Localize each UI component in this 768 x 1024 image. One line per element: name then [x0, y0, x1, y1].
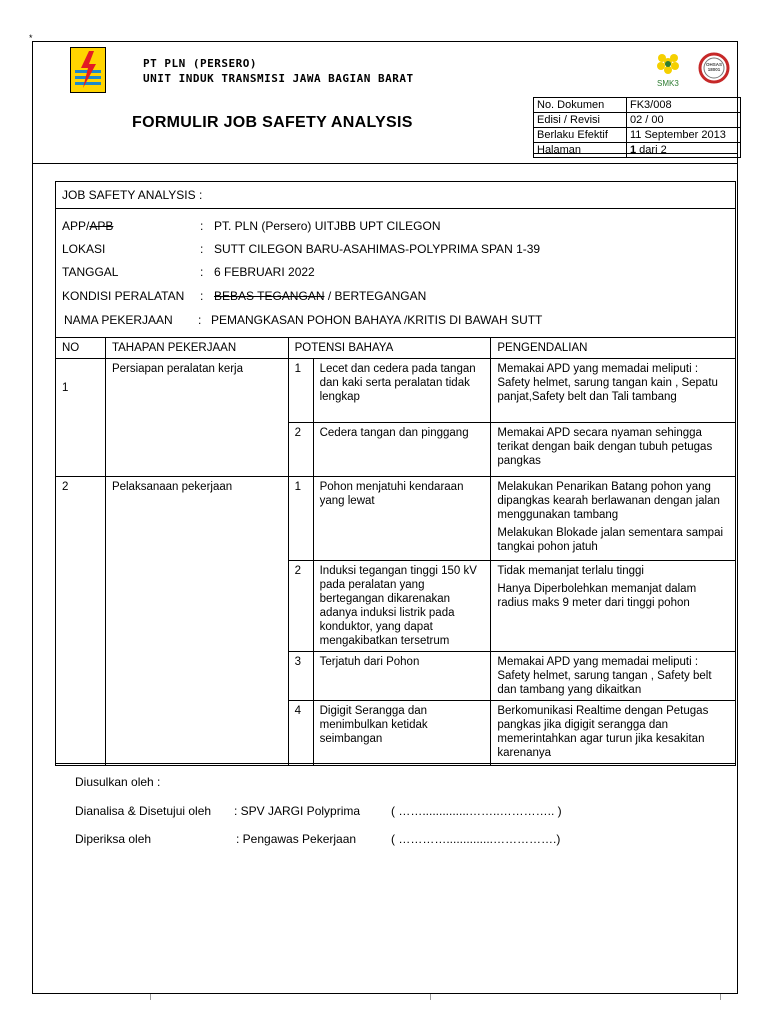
app-label: [62, 219, 113, 233]
hazard-text: Terjatuh dari Pohon: [313, 652, 491, 701]
col-header-no: NO: [56, 338, 106, 359]
page-total: dari 2: [636, 144, 667, 156]
control-text: Berkomunikasi Realtime dengan Petugas pangkas jika digigit serangga dan memerintahkan agar turun jika kesakitan karenanya: [491, 701, 736, 766]
control-text: [491, 561, 736, 652]
pln-logo: [70, 47, 106, 93]
hazard-no: 1: [288, 359, 313, 423]
lokasi-value: SUTT CILEGON BARU-ASAHIMAS-POLYPRIMA SPAN 1-39: [214, 242, 541, 256]
meta-label: Berlaku Efektif: [534, 128, 627, 143]
pekerjaan-colon: :: [198, 313, 202, 327]
meta-value: FK3/008: [627, 98, 741, 113]
meta-row: [534, 113, 741, 128]
app-value: PT. PLN (Persero) UITJBB UPT CILEGON: [214, 219, 441, 233]
ohsas-label: OHSAS 18001: [705, 62, 722, 72]
document-meta-table: [533, 97, 741, 158]
form-heading: JOB SAFETY ANALYSIS :: [62, 188, 203, 202]
kondisi-value: [214, 289, 426, 303]
certification-badges: [652, 48, 734, 92]
hazard-text: Pohon menjatuhi kendaraan yang lewat: [313, 477, 491, 561]
pekerjaan-value: PEMANGKASAN POHON BAHAYA /KRITIS DI BAWAH SUTT: [211, 313, 543, 327]
header-divider: [32, 163, 738, 164]
control-item: Melakukan Blokade jalan sementara sampai tangkai pohon jatuh: [497, 527, 724, 553]
diperiksa-label: Diperiksa oleh: [75, 832, 152, 846]
app-label-b: APB: [89, 219, 114, 233]
control-item: Melakukan Penarikan Batang pohon yang dipangkas kearah berlawanan dengan jalan menggunakan tambang: [497, 481, 720, 521]
dianalisa-label: Dianalisa & Disetujui oleh: [75, 804, 212, 818]
meta-value: 02 / 00: [627, 113, 741, 128]
company-name: [143, 56, 414, 86]
hazard-text: Digigit Serangga dan menimbulkan ketidak seimbangan: [313, 701, 491, 766]
hazard-no: 2: [288, 423, 313, 477]
col-header-pengendalian: PENGENDALIAN: [491, 338, 736, 359]
corner-mark: *: [29, 33, 33, 43]
control-text: [491, 477, 736, 561]
hazard-text: Lecet dan cedera pada tangan dan kaki serta peralatan tidak lengkap: [313, 359, 491, 423]
meta-label: No. Dokumen: [534, 98, 627, 113]
hazard-no: 4: [288, 701, 313, 766]
diperiksa-value: : Pengawas Pekerjaan: [236, 832, 357, 846]
page-edge-mark: [150, 994, 151, 1000]
smk3-label: SMK3: [657, 79, 679, 88]
tanggal-value: 6 FEBRUARI 2022: [214, 265, 315, 279]
jsa-table: [55, 337, 736, 766]
control-text: Memakai APD yang memadai meliputi : Safety helmet, sarung tangan kain , Sepatu panjat,Safety belt dan Tali tambang: [491, 359, 736, 423]
step-name: Pelaksanaan pekerjaan: [105, 477, 288, 766]
meta-label: Edisi / Revisi: [534, 113, 627, 128]
hazard-no: 3: [288, 652, 313, 701]
meta-label: Halaman: [534, 143, 627, 158]
hazard-text: Induksi tegangan tinggi 150 kV pada peralatan yang bertegangan dikarenakan adanya induksi listrik pada konduktor, yang dapat mengakibatkan tersetrum: [313, 561, 491, 652]
hazard-no: 1: [288, 477, 313, 561]
diusulkan-label: Diusulkan oleh :: [75, 775, 161, 789]
diperiksa-signature: ( …………..............…………….): [391, 832, 561, 846]
document-title: FORMULIR JOB SAFETY ANALYSIS: [132, 114, 413, 131]
step-no: 2: [56, 477, 106, 766]
kondisi-colon: :: [200, 289, 204, 303]
meta-row: [534, 143, 741, 158]
company-line-1: PT PLN (PERSERO): [143, 57, 257, 70]
step-name: Persiapan peralatan kerja: [105, 359, 288, 477]
meta-value: [627, 143, 741, 158]
tanggal-label: TANGGAL: [62, 265, 119, 279]
page-current: 1: [630, 144, 637, 156]
app-colon: :: [200, 219, 204, 233]
smk3-flower-icon: [657, 54, 679, 74]
table-header-row: [56, 338, 736, 359]
dianalisa-signature: ( ……..............……..………….. ): [391, 804, 562, 818]
dianalisa-value: : SPV JARGI Polyprima: [234, 804, 361, 818]
kondisi-struck: BEBAS TEGANGAN: [214, 289, 325, 303]
step-no: [56, 359, 106, 477]
form-heading-divider: [55, 208, 736, 209]
lokasi-label: LOKASI: [62, 242, 106, 256]
hazard-text: Cedera tangan dan pinggang: [313, 423, 491, 477]
lokasi-colon: :: [200, 242, 204, 256]
meta-row: [534, 128, 741, 143]
control-text: Memakai APD secara nyaman sehingga terikat dengan baik dengan tubuh petugas pangkas: [491, 423, 736, 477]
control-item: Tidak memanjat terlalu tinggi: [497, 565, 644, 577]
kondisi-rest: / BERTEGANGAN: [324, 289, 427, 303]
kondisi-label: KONDISI PERALATAN: [62, 289, 185, 303]
col-header-tahapan: TAHAPAN PEKERJAAN: [105, 338, 288, 359]
app-label-a: APP/: [62, 219, 90, 233]
company-line-2: UNIT INDUK TRANSMISI JAWA BAGIAN BARAT: [143, 72, 414, 85]
step-no-text: 1: [62, 382, 69, 394]
table-row: [56, 359, 736, 423]
tanggal-colon: :: [200, 265, 204, 279]
page-edge-mark: [430, 994, 431, 1000]
control-text: Memakai APD yang memadai meliputi : Safety helmet, sarung tangan , Safety belt dan tambang yang dikaitkan: [491, 652, 736, 701]
meta-row: [534, 98, 741, 113]
pekerjaan-label: NAMA PEKERJAAN: [64, 313, 173, 327]
control-item: Hanya Diperbolehkan memanjat dalam radius maks 9 meter dari tinggi pohon: [497, 583, 697, 609]
page-edge-mark: [720, 994, 721, 1000]
col-header-potensi: POTENSI BAHAYA: [288, 338, 491, 359]
meta-value: 11 September 2013: [627, 128, 741, 143]
hazard-no: 2: [288, 561, 313, 652]
table-row: [56, 477, 736, 561]
